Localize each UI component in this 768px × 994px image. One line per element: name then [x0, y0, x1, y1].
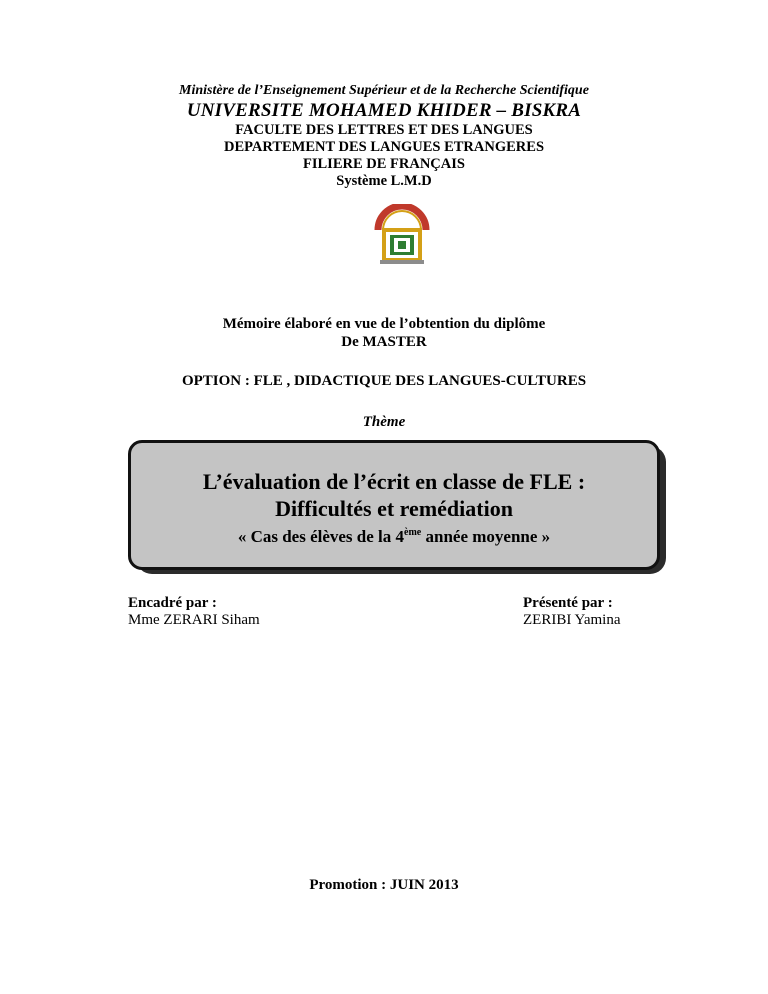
university-name: UNIVERSITE MOHAMED KHIDER – BISKRA [186, 100, 582, 121]
university-logo [370, 204, 434, 268]
department-name: DEPARTEMENT DES LANGUES ETRANGERES [223, 139, 545, 155]
title-line-3-suffix: année moyenne » [421, 527, 551, 546]
promotion: Promotion : JUIN 2013 [309, 877, 459, 893]
purpose-line-2: De MASTER [341, 334, 427, 350]
title-line-3-prefix: « Cas des élèves de la 4 [237, 527, 405, 546]
ministry-name: Ministère de l’Enseignement Supérieur et de la Recherche Scientifique [179, 83, 589, 98]
supervisor-label: Encadré par : [128, 595, 217, 611]
title-line-1: L’évaluation de l’écrit en classe de FLE : [202, 469, 586, 494]
title-box [128, 440, 660, 570]
diploma-purpose [0, 315, 768, 351]
option-line: OPTION : FLE , DIDACTIQUE DES LANGUES-CULTURES [181, 373, 587, 389]
title-line-3-sup: ème [404, 527, 422, 538]
supervisor-name: Mme ZERARI Siham [128, 612, 260, 628]
author-name: ZERIBI Yamina [523, 612, 621, 628]
title-line-3 [131, 527, 657, 547]
system-name: Système L.M.D [336, 173, 432, 189]
theme-label: Thème [362, 414, 406, 430]
title-line-2: Difficultés et remédiation [275, 496, 513, 521]
filiere-name: FILIERE DE FRANÇAIS [303, 156, 465, 172]
purpose-line-1: Mémoire élaboré en vue de l’obtention du diplôme [222, 316, 546, 332]
author-label: Présenté par : [523, 595, 613, 611]
faculty-name: FACULTE DES LETTRES ET DES LANGUES [235, 122, 533, 138]
